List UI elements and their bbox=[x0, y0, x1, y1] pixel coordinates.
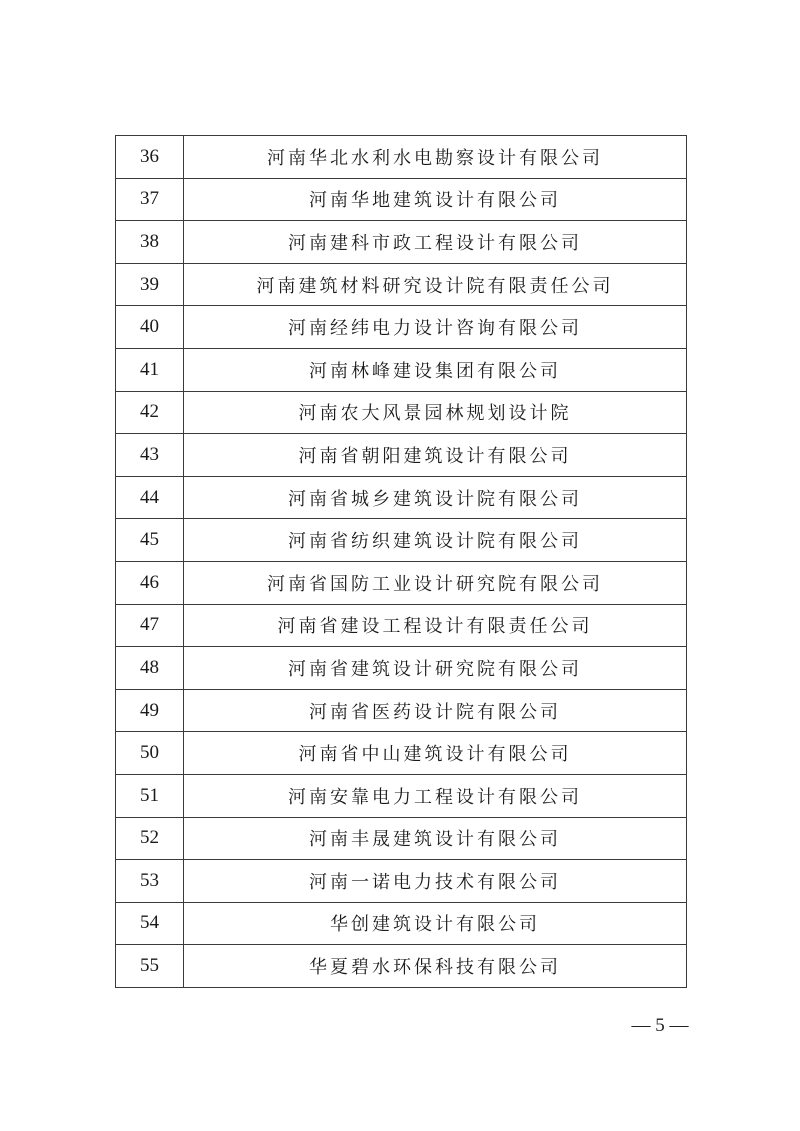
table-body bbox=[116, 136, 687, 988]
company-name: 华创建筑设计有限公司 bbox=[184, 902, 687, 945]
table-row bbox=[116, 136, 687, 179]
table-row bbox=[116, 774, 687, 817]
company-name: 河南华地建筑设计有限公司 bbox=[184, 178, 687, 221]
company-name: 河南林峰建设集团有限公司 bbox=[184, 348, 687, 391]
company-name: 河南华北水利水电勘察设计有限公司 bbox=[184, 136, 687, 179]
row-number: 53 bbox=[116, 860, 184, 903]
row-number: 40 bbox=[116, 306, 184, 349]
row-number: 36 bbox=[116, 136, 184, 179]
table-row bbox=[116, 391, 687, 434]
table-row bbox=[116, 647, 687, 690]
table-row bbox=[116, 561, 687, 604]
table-row bbox=[116, 221, 687, 264]
row-number: 38 bbox=[116, 221, 184, 264]
company-name: 河南省医药设计院有限公司 bbox=[184, 689, 687, 732]
table-row bbox=[116, 263, 687, 306]
row-number: 41 bbox=[116, 348, 184, 391]
row-number: 44 bbox=[116, 476, 184, 519]
row-number: 51 bbox=[116, 774, 184, 817]
page-number: — 5 — bbox=[631, 1015, 689, 1036]
row-number: 42 bbox=[116, 391, 184, 434]
row-number: 46 bbox=[116, 561, 184, 604]
row-number: 48 bbox=[116, 647, 184, 690]
table-row bbox=[116, 604, 687, 647]
table-row bbox=[116, 306, 687, 349]
table-row bbox=[116, 434, 687, 477]
row-number: 39 bbox=[116, 263, 184, 306]
company-name: 河南省朝阳建筑设计有限公司 bbox=[184, 434, 687, 477]
row-number: 47 bbox=[116, 604, 184, 647]
company-name: 河南建筑材料研究设计院有限责任公司 bbox=[184, 263, 687, 306]
company-name: 河南农大风景园林规划设计院 bbox=[184, 391, 687, 434]
table-row bbox=[116, 817, 687, 860]
table-row bbox=[116, 732, 687, 775]
table-row bbox=[116, 348, 687, 391]
company-name: 河南省建筑设计研究院有限公司 bbox=[184, 647, 687, 690]
row-number: 54 bbox=[116, 902, 184, 945]
row-number: 43 bbox=[116, 434, 184, 477]
company-name: 华夏碧水环保科技有限公司 bbox=[184, 945, 687, 988]
company-list-table bbox=[115, 135, 687, 988]
company-name: 河南丰晟建筑设计有限公司 bbox=[184, 817, 687, 860]
row-number: 50 bbox=[116, 732, 184, 775]
company-name: 河南一诺电力技术有限公司 bbox=[184, 860, 687, 903]
table-row bbox=[116, 178, 687, 221]
row-number: 45 bbox=[116, 519, 184, 562]
table-row bbox=[116, 860, 687, 903]
table-row bbox=[116, 902, 687, 945]
row-number: 55 bbox=[116, 945, 184, 988]
table-row bbox=[116, 945, 687, 988]
row-number: 37 bbox=[116, 178, 184, 221]
company-name: 河南省中山建筑设计有限公司 bbox=[184, 732, 687, 775]
table-row bbox=[116, 519, 687, 562]
table-row bbox=[116, 689, 687, 732]
table-row bbox=[116, 476, 687, 519]
company-name: 河南经纬电力设计咨询有限公司 bbox=[184, 306, 687, 349]
company-name: 河南安靠电力工程设计有限公司 bbox=[184, 774, 687, 817]
row-number: 49 bbox=[116, 689, 184, 732]
company-name: 河南省纺织建筑设计院有限公司 bbox=[184, 519, 687, 562]
row-number: 52 bbox=[116, 817, 184, 860]
company-name: 河南省城乡建筑设计院有限公司 bbox=[184, 476, 687, 519]
company-name: 河南建科市政工程设计有限公司 bbox=[184, 221, 687, 264]
company-name: 河南省建设工程设计有限责任公司 bbox=[184, 604, 687, 647]
company-name: 河南省国防工业设计研究院有限公司 bbox=[184, 561, 687, 604]
